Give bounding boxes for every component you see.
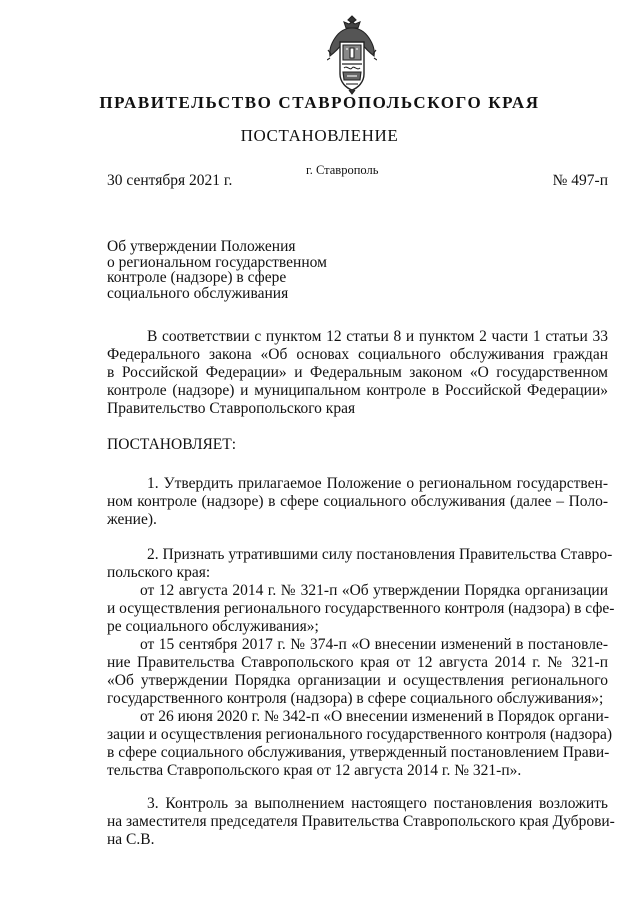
text-line: Федерального закона «Об основах социального обслуживания граждан xyxy=(107,346,608,363)
subject-line: о региональном государственном xyxy=(107,253,327,271)
text-line: ном контроле (надзоре) в сфере социального обслуживания (далее – Поло- xyxy=(107,493,608,510)
subject-line: контроле (надзоре) в сфере xyxy=(107,269,287,286)
text-line: в Российской Федерации» и Федеральным законом «О государственном xyxy=(107,364,608,381)
text-line: жение). xyxy=(107,511,157,528)
government-title: ПРАВИТЕЛЬСТВО СТАВРОПОЛЬСКОГО КРАЯ xyxy=(99,93,540,112)
resolves-word: ПОСТАНОВЛЯЕТ: xyxy=(107,436,237,453)
text-line: В соответствии с пунктом 12 статьи 8 и пунктом 2 части 1 статьи 33 xyxy=(147,328,608,345)
document-subject xyxy=(107,239,347,301)
text-line: зации и осуществления регионального государственного контроля (надзора) xyxy=(107,726,612,743)
document-type: ПОСТАНОВЛЕНИЕ xyxy=(240,126,399,145)
item-3-paragraph xyxy=(107,795,615,849)
coat-of-arms-emblem xyxy=(327,14,377,96)
subject-line: Об утверждении Положения xyxy=(107,238,296,255)
text-line: ре социального обслуживания»; xyxy=(107,618,319,635)
subject-line: социального обслуживания xyxy=(107,284,289,302)
text-line: и осуществления регионального государственного контроля (надзора) в сфе- xyxy=(107,600,615,617)
text-line: от 12 августа 2014 г. № 321-п «Об утверждении Порядка организации xyxy=(140,582,608,599)
text-line: на С.В. xyxy=(107,831,155,848)
text-line: на заместителя председателя Правительства Ставропольского края Дуброви- xyxy=(107,813,615,830)
item-1-paragraph xyxy=(107,475,608,529)
text-line: в сфере социального обслуживания, утвержденный постановлением Прави- xyxy=(107,744,610,761)
text-line: Правительство Ставропольского края xyxy=(107,400,356,417)
text-line: 2. Признать утратившими силу постановления Правительства Ставро- xyxy=(147,546,613,563)
document-number: № 497-п xyxy=(552,172,608,189)
text-line: тельства Ставропольского края от 12 августа 2014 г. № 321-п». xyxy=(107,762,522,779)
text-line: ние Правительства Ставропольского края от 12 августа 2014 г. № 321-п xyxy=(107,654,608,671)
document-date: 30 сентября 2021 г. xyxy=(107,172,233,189)
text-line: от 26 июня 2020 г. № 342-п «О внесении изменений в Порядок органи- xyxy=(140,708,609,725)
text-line: «Об утверждении Порядка организации и осуществления регионального xyxy=(107,672,608,689)
text-line: государственного контроля (надзора) в сфере социального обслуживания»; xyxy=(107,690,604,707)
item-2-paragraph xyxy=(107,546,615,780)
text-line: польского края: xyxy=(107,564,211,581)
text-line: контроле (надзоре) и муниципальном контроле в Российской Федерации» xyxy=(107,382,608,399)
city: г. Ставрополь xyxy=(306,163,379,177)
resolves-heading xyxy=(107,436,608,454)
text-line: 1. Утвердить прилагаемое Положение о региональном государствен- xyxy=(147,475,608,492)
text-line: 3. Контроль за выполнением настоящего постановления возложить xyxy=(147,795,608,812)
text-line: от 15 сентября 2017 г. № 374-п «О внесении изменений в постановле- xyxy=(140,636,608,653)
preamble-paragraph xyxy=(107,328,608,418)
